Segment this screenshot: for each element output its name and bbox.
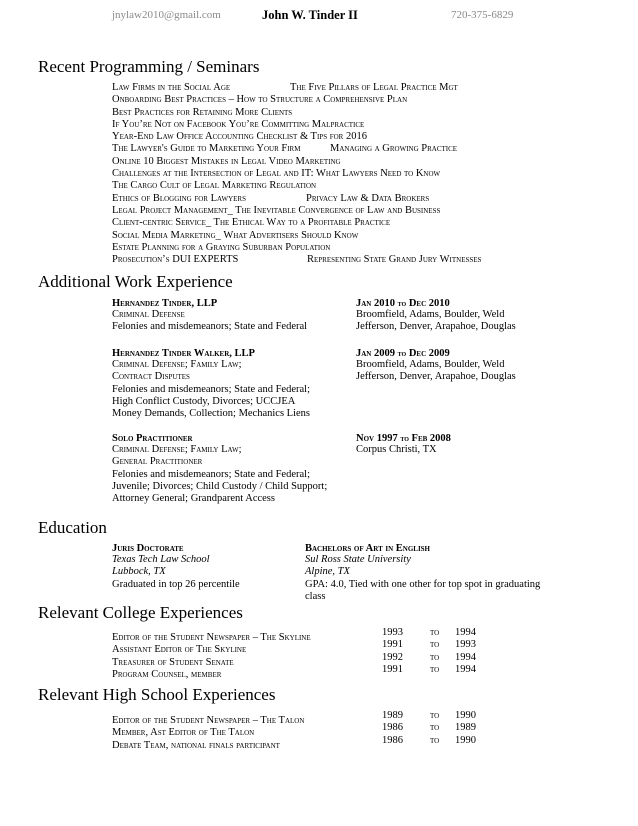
school-city: Alpine, TX xyxy=(305,566,350,578)
job-location: Corpus Christi, TX xyxy=(356,444,437,455)
list-item: Social Media Marketing_ What Advertisers Should Know xyxy=(112,229,359,241)
programming-list xyxy=(112,82,532,266)
education-note: class xyxy=(305,590,326,602)
job-detail: Felonies and misdemeanors; State and Federal; xyxy=(112,468,310,480)
college-list xyxy=(112,627,512,680)
header-phone: 720-375-6829 xyxy=(451,9,514,21)
list-item: Law Firms in the Social Age The Five Pillars of Legal Practice Mgt xyxy=(112,82,458,93)
job-detail: Felonies and misdemeanors; State and Federal xyxy=(112,321,308,333)
job-location: Jefferson, Denver, Arapahoe, Douglas xyxy=(356,321,516,333)
list-item: Editor of the Student Newspaper – The Talon 1989 to 1990 xyxy=(112,710,476,726)
job-detail: Attorney General; Grandparent Access xyxy=(112,493,275,505)
job-practice: Criminal Defense; Family Law; xyxy=(112,359,242,370)
highschool-list xyxy=(112,710,512,751)
school: Texas Tech Law School xyxy=(112,554,210,565)
list-item: Onboarding Best Practices – How to Structure a Comprehensive Plan xyxy=(112,94,408,106)
job-firm: Hernandez Tinder Walker, LLP xyxy=(112,348,255,359)
job-practice: General Practitioner xyxy=(112,456,203,468)
education-entry xyxy=(305,543,540,603)
list-item: Debate Team, national finals participant 1986 to 1990 xyxy=(112,734,476,751)
list-item: Client-centric Service_ The Ethical Way to a Profitable Practice xyxy=(112,217,391,229)
job-practice: Contract Disputes xyxy=(112,371,190,383)
degree: Juris Doctorate xyxy=(112,543,184,554)
job-dates-location xyxy=(356,298,516,334)
list-item: Assistant Editor of The Skyline 1991 to 1993 xyxy=(112,639,476,656)
header-name: John W. Tinder II xyxy=(262,8,358,22)
job-entry xyxy=(112,298,307,334)
school-city: Lubbock, TX xyxy=(112,566,166,578)
job-detail: Juvenile; Divorces; Child Custody / Child Support; xyxy=(112,480,328,492)
list-item: Ethics of Blogging for Lawyers Privacy Law & Data Brokers xyxy=(112,192,430,204)
job-dates: Jan 2009 to Dec 2009 xyxy=(356,348,450,359)
list-item: If You’re Not on Facebook You’re Committing Malpractice xyxy=(112,118,365,130)
job-dates: Nov 1997 to Feb 2008 xyxy=(356,433,451,444)
highschool-heading: Relevant High School Experiences xyxy=(38,685,276,704)
education-entry xyxy=(112,543,240,591)
list-item: Year-End Law Office Accounting Checklist & Tips for 2016 xyxy=(112,131,367,143)
job-location: Broomfield, Adams, Boulder, Weld xyxy=(356,359,505,370)
list-item: Program Counsel, member 1991 to 1994 xyxy=(112,663,476,680)
programming-heading: Recent Programming / Seminars xyxy=(38,57,260,76)
header-email: jnylaw2010@gmail.com xyxy=(112,9,221,21)
list-item: Member, Ast Editor of The Talon 1986 to 1989 xyxy=(112,722,476,739)
list-item: Prosecution’s DUI EXPERTS Representing State Grand Jury Witnesses xyxy=(112,254,482,266)
education-note: GPA: 4.0, Tied with one other for top spot in graduating xyxy=(305,578,541,590)
school: Sul Ross State University xyxy=(305,554,411,565)
job-location: Jefferson, Denver, Arapahoe, Douglas xyxy=(356,371,516,383)
job-practice: Criminal Defense xyxy=(112,309,185,320)
job-practice: Criminal Defense; Family Law; xyxy=(112,444,242,455)
work-heading: Additional Work Experience xyxy=(38,272,233,291)
job-detail: Money Demands, Collection; Mechanics Liens xyxy=(112,408,310,420)
list-item: Online 10 Biggest Mistakes in Legal Video Marketing xyxy=(112,155,341,167)
list-item: Best Practices for Retaining More Clients xyxy=(112,106,293,118)
list-item: Challenges at the Intersection of Legal and IT: What Lawyers Need to Know xyxy=(112,168,441,180)
job-dates-location xyxy=(356,433,451,456)
job-firm: Hernandez Tinder, LLP xyxy=(112,298,218,309)
education-heading: Education xyxy=(38,518,107,537)
education-note: Graduated in top 26 percentile xyxy=(112,578,240,590)
list-item: Legal Project Management_ The Inevitable Convergence of Law and Business xyxy=(112,204,441,216)
job-detail: High Conflict Custody, Divorces; UCCJEA xyxy=(112,395,296,407)
list-item: Treasurer of Student Senate 1992 to 1994 xyxy=(112,651,476,668)
job-entry xyxy=(112,348,310,420)
college-heading: Relevant College Experiences xyxy=(38,603,243,622)
list-item: The Lawyer's Guide to Marketing Your Firm Managing a Growing Practice xyxy=(112,143,458,155)
job-firm: Solo Practitioner xyxy=(112,433,193,444)
list-item: The Cargo Cult of Legal Marketing Regulation xyxy=(112,180,317,192)
degree: Bachelors of Art in English xyxy=(305,543,431,554)
job-location: Broomfield, Adams, Boulder, Weld xyxy=(356,309,505,320)
job-entry xyxy=(112,433,327,505)
job-dates: Jan 2010 to Dec 2010 xyxy=(356,298,450,309)
list-item: Editor of the Student Newspaper – The Skyline 1993 to 1994 xyxy=(112,627,476,643)
list-item: Estate Planning for a Graying Suburban Population xyxy=(112,241,331,253)
job-dates-location xyxy=(356,348,516,384)
job-detail: Felonies and misdemeanors; State and Federal; xyxy=(112,383,310,395)
